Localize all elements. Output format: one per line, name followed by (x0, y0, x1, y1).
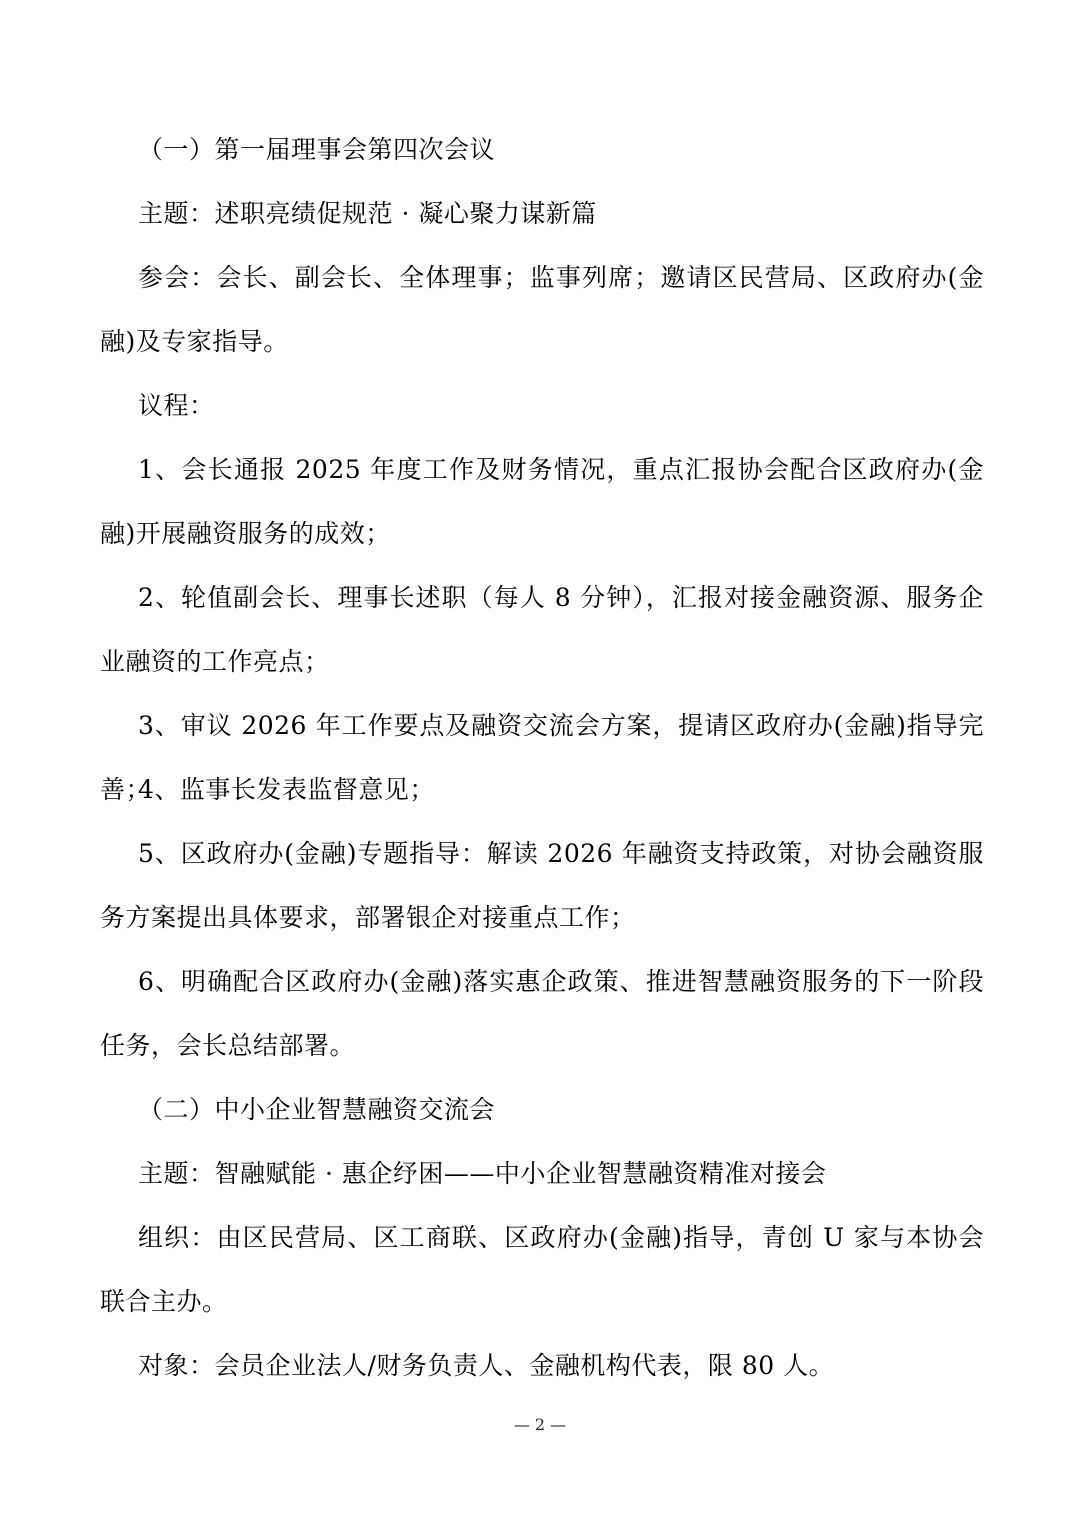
section2-heading: （二）中小企业智慧融资交流会 (138, 1095, 496, 1124)
section2-audience: 对象：会员企业法人/财务负责人、金融机构代表，限 80 人。 (138, 1351, 835, 1380)
agenda-item-3: 3、审议 2026 年工作要点及融资交流会方案，提请区政府办(金融)指导完善； (100, 711, 984, 804)
page-number: — 2 — (513, 1415, 567, 1434)
agenda-item-4: 4、监事长发表监督意见； (138, 775, 435, 804)
agenda-item-1: 1、会长通报 2025 年度工作及财务情况，重点汇报协会配合区政府办(金融)开展融资服务的成效； (100, 455, 984, 548)
section1-heading: （一）第一届理事会第四次会议 (138, 135, 496, 164)
agenda-item-5: 5、区政府办(金融)专题指导：解读 2026 年融资支持政策，对协会融资服务方案提出具体要求，部署银企对接重点工作； (100, 839, 984, 932)
section1-agenda-label: 议程： (138, 391, 215, 420)
section1-attendees: 参会：会长、副会长、全体理事；监事列席；邀请区民营局、区政府办(金融)及专家指导。 (100, 263, 984, 356)
agenda-item-2: 2、轮值副会长、理事长述职（每人 8 分钟），汇报对接金融资源、服务企业融资的工作亮点； (100, 583, 984, 676)
section2-organizer: 组织：由区民营局、区工商联、区政府办(金融)指导，青创 U 家与本协会联合主办。 (100, 1223, 984, 1316)
section2-theme: 主题：智融赋能 · 惠企纾困——中小企业智慧融资精准对接会 (138, 1159, 827, 1188)
agenda-item-6: 6、明确配合区政府办(金融)落实惠企政策、推进智慧融资服务的下一阶段任务，会长总结部署。 (100, 967, 984, 1060)
section1-theme: 主题：述职亮绩促规范 · 凝心聚力谋新篇 (138, 199, 597, 228)
